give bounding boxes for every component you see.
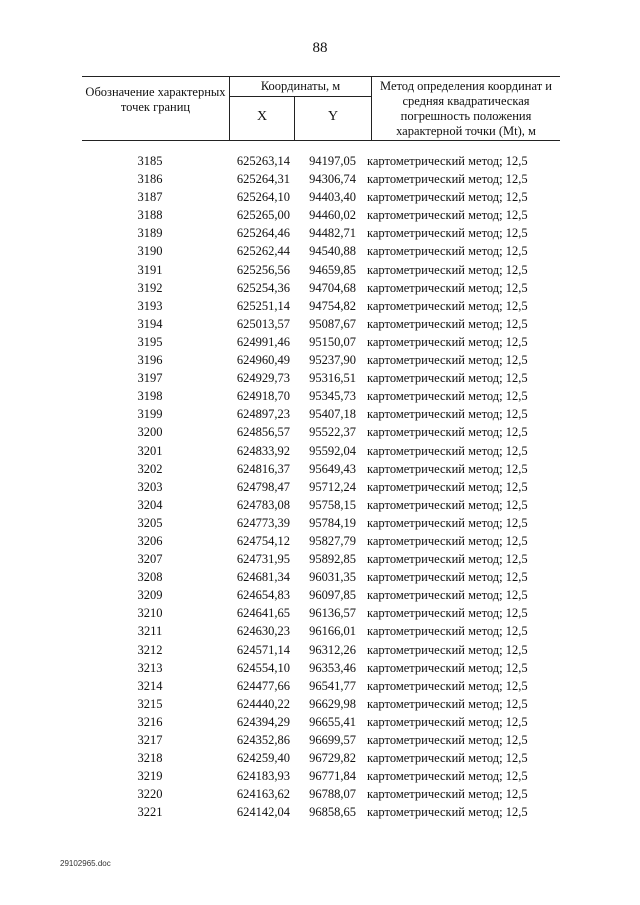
y-cell: 94197,05 [309, 154, 356, 168]
x-cell: 624991,46 [236, 334, 290, 349]
table-row [0, 315, 640, 333]
table-header [82, 76, 560, 141]
table-row [0, 460, 640, 478]
point-cell: 3216 [137, 714, 163, 729]
y-cell: 95087,67 [309, 316, 356, 331]
x-cell: 624798,47 [236, 479, 290, 494]
table-row [0, 677, 640, 695]
x-cell: 624142,04 [236, 805, 290, 820]
table-row [0, 442, 640, 460]
method-cell: картометрический метод; 12,5 [367, 751, 528, 766]
x-cell: 624731,95 [236, 552, 290, 567]
point-cell: 3221 [137, 805, 163, 820]
method-cell: картометрический метод; 12,5 [367, 552, 528, 567]
method-cell: картометрический метод; 12,5 [367, 733, 528, 747]
point-cell: 3200 [137, 425, 163, 440]
y-cell: 96729,82 [309, 751, 356, 766]
method-cell: картометрический метод; 12,5 [367, 515, 528, 530]
y-cell: 94754,82 [309, 298, 356, 313]
y-cell: 96858,65 [309, 805, 356, 820]
x-cell: 624394,29 [236, 714, 290, 729]
table-row [0, 568, 640, 586]
table-row [0, 333, 640, 351]
point-cell: 3195 [137, 334, 163, 349]
x-cell: 624833,92 [236, 443, 290, 458]
method-cell: картометрический метод; 12,5 [367, 190, 528, 205]
x-cell: 625265,00 [236, 208, 290, 223]
x-cell: 624641,65 [236, 606, 290, 621]
y-cell: 96136,57 [309, 606, 356, 621]
method-cell: картометрический метод; 12,5 [367, 642, 528, 657]
method-cell: картометрический метод; 12,5 [367, 371, 528, 386]
point-cell: 3192 [137, 280, 163, 295]
point-cell: 3202 [137, 461, 163, 476]
x-cell: 625256,56 [236, 262, 290, 277]
method-cell: картометрический метод; 12,5 [367, 244, 528, 259]
table-row [0, 713, 640, 731]
header-point-designation: Обозначение характерных точек границ [85, 85, 226, 114]
method-cell: картометрический метод; 12,5 [367, 497, 528, 512]
method-cell: картометрический метод; 12,5 [367, 769, 528, 784]
y-cell: 94460,02 [309, 208, 356, 223]
point-cell: 3212 [137, 642, 163, 657]
method-cell: картометрический метод; 12,5 [367, 588, 528, 603]
method-cell: картометрический метод; 12,5 [367, 407, 528, 422]
point-cell: 3188 [137, 208, 163, 223]
method-cell: картометрический метод; 12,5 [367, 154, 528, 168]
y-cell: 95784,19 [309, 515, 356, 530]
x-cell: 625013,57 [236, 316, 290, 331]
method-cell: картометрический метод; 12,5 [367, 334, 528, 349]
table-row [0, 351, 640, 369]
point-cell: 3193 [137, 298, 163, 313]
table-row [0, 622, 640, 640]
header-y: Y [294, 97, 371, 140]
footer-filename: 29102965.doc [60, 859, 111, 868]
y-cell: 95237,90 [309, 353, 356, 368]
y-cell: 95758,15 [309, 497, 356, 512]
y-cell: 95150,07 [309, 334, 356, 349]
point-cell: 3187 [137, 190, 163, 205]
x-cell: 624783,08 [236, 497, 290, 512]
y-cell: 95407,18 [309, 407, 356, 422]
x-cell: 625264,31 [236, 172, 290, 187]
table-row [0, 550, 640, 568]
y-cell: 94704,68 [309, 280, 356, 295]
x-cell: 624681,34 [236, 570, 290, 585]
method-cell: картометрический метод; 12,5 [367, 624, 528, 639]
point-cell: 3186 [137, 172, 163, 187]
table-row [0, 749, 640, 767]
x-cell: 624630,23 [236, 624, 290, 639]
page-number: 88 [312, 40, 328, 56]
point-cell: 3199 [137, 407, 163, 422]
table-row [0, 695, 640, 713]
table-row [0, 369, 640, 387]
table-row [0, 767, 640, 785]
point-cell: 3208 [137, 570, 163, 585]
method-cell: картометрический метод; 12,5 [367, 389, 528, 404]
point-cell: 3218 [137, 751, 163, 766]
x-cell: 624897,23 [236, 407, 290, 422]
y-cell: 94659,85 [309, 262, 356, 277]
point-cell: 3205 [137, 515, 163, 530]
method-cell: картометрический метод; 12,5 [367, 353, 528, 368]
x-cell: 624773,39 [236, 515, 290, 530]
table-row [0, 188, 640, 206]
x-cell: 624929,73 [236, 371, 290, 386]
point-cell: 3204 [137, 497, 163, 512]
y-cell: 96788,07 [309, 787, 356, 802]
y-cell: 94482,71 [309, 226, 356, 241]
point-cell: 3197 [137, 371, 163, 386]
table-row [0, 423, 640, 441]
y-cell: 96097,85 [309, 588, 356, 603]
y-cell: 94540,88 [309, 244, 356, 259]
x-cell: 624183,93 [236, 769, 290, 784]
point-cell: 3213 [137, 660, 163, 675]
table-row [0, 297, 640, 315]
method-cell: картометрический метод; 12,5 [367, 660, 528, 675]
table-row [0, 641, 640, 659]
method-cell: картометрический метод; 12,5 [367, 805, 528, 820]
x-cell: 624754,12 [236, 533, 290, 548]
y-cell: 96541,77 [309, 678, 356, 693]
point-cell: 3201 [137, 443, 163, 458]
point-cell: 3215 [137, 696, 163, 711]
point-cell: 3219 [137, 769, 163, 784]
method-cell: картометрический метод; 12,5 [367, 316, 528, 331]
method-cell: картометрический метод; 12,5 [367, 606, 528, 621]
y-cell: 96655,41 [309, 714, 356, 729]
y-cell: 96629,98 [309, 696, 356, 711]
table-row [0, 496, 640, 514]
x-cell: 625264,10 [236, 190, 290, 205]
table-row [0, 405, 640, 423]
point-cell: 3196 [137, 353, 163, 368]
y-cell: 95592,04 [309, 443, 356, 458]
point-cell: 3194 [137, 316, 163, 331]
method-cell: картометрический метод; 12,5 [367, 533, 528, 548]
method-cell: картометрический метод; 12,5 [367, 570, 528, 585]
table-row [0, 387, 640, 405]
y-cell: 95649,43 [309, 461, 356, 476]
header-method: Метод определения координат и средняя квадратическая погрешность положения характерной точки (Mt), м [371, 77, 560, 140]
point-cell: 3206 [137, 533, 163, 548]
point-cell: 3214 [137, 678, 163, 693]
x-cell: 624440,22 [236, 696, 290, 711]
method-cell: картометрический метод; 12,5 [367, 280, 528, 295]
x-cell: 625262,44 [236, 244, 290, 259]
x-cell: 624163,62 [236, 787, 290, 802]
x-cell: 624259,40 [236, 751, 290, 766]
table-row [0, 785, 640, 803]
table-row [0, 514, 640, 532]
method-cell: картометрический метод; 12,5 [367, 172, 528, 187]
table-row [0, 261, 640, 279]
method-cell: картометрический метод; 12,5 [367, 787, 528, 802]
method-cell: картометрический метод; 12,5 [367, 714, 528, 729]
point-cell: 3203 [137, 479, 163, 494]
table-row [0, 279, 640, 297]
method-cell: картометрический метод; 12,5 [367, 226, 528, 241]
y-cell: 96353,46 [309, 660, 356, 675]
y-cell: 96699,57 [309, 733, 356, 747]
table-row [0, 478, 640, 496]
table-row [0, 152, 640, 170]
x-cell: 624856,57 [236, 425, 290, 440]
y-cell: 95316,51 [309, 371, 356, 386]
table-row [0, 532, 640, 550]
method-cell: картометрический метод; 12,5 [367, 678, 528, 693]
method-cell: картометрический метод; 12,5 [367, 298, 528, 313]
table-row [0, 242, 640, 260]
point-cell: 3217 [137, 733, 163, 747]
table-row [0, 731, 640, 749]
y-cell: 95345,73 [309, 389, 356, 404]
method-cell: картометрический метод; 12,5 [367, 461, 528, 476]
x-cell: 625263,14 [236, 154, 290, 168]
point-cell: 3190 [137, 244, 163, 259]
point-cell: 3220 [137, 787, 163, 802]
point-cell: 3189 [137, 226, 163, 241]
x-cell: 624477,66 [236, 678, 290, 693]
y-cell: 96031,35 [309, 570, 356, 585]
point-cell: 3191 [137, 262, 163, 277]
table-row [0, 803, 640, 821]
method-cell: картометрический метод; 12,5 [367, 425, 528, 440]
table-row [0, 170, 640, 188]
y-cell: 96166,01 [309, 624, 356, 639]
method-cell: картометрический метод; 12,5 [367, 443, 528, 458]
x-cell: 624918,70 [236, 389, 290, 404]
point-cell: 3207 [137, 552, 163, 567]
header-coordinates: Координаты, м [229, 77, 371, 97]
y-cell: 95522,37 [309, 425, 356, 440]
point-cell: 3209 [137, 588, 163, 603]
table-row [0, 206, 640, 224]
y-cell: 95827,79 [309, 533, 356, 548]
x-cell: 624654,83 [236, 588, 290, 603]
x-cell: 624960,49 [236, 353, 290, 368]
x-cell: 625264,46 [236, 226, 290, 241]
x-cell: 624571,14 [236, 642, 290, 657]
table-row [0, 659, 640, 677]
y-cell: 96312,26 [309, 642, 356, 657]
point-cell: 3211 [137, 624, 163, 639]
table-row [0, 224, 640, 242]
y-cell: 95712,24 [309, 479, 356, 494]
point-cell: 3185 [137, 154, 163, 168]
x-cell: 624816,37 [236, 461, 290, 476]
point-cell: 3198 [137, 389, 163, 404]
x-cell: 625254,36 [236, 280, 290, 295]
table-body [0, 152, 640, 821]
table-row [0, 604, 640, 622]
method-cell: картометрический метод; 12,5 [367, 208, 528, 223]
method-cell: картометрический метод; 12,5 [367, 262, 528, 277]
x-cell: 625251,14 [236, 298, 290, 313]
method-cell: картометрический метод; 12,5 [367, 696, 528, 711]
x-cell: 624554,10 [236, 660, 290, 675]
point-cell: 3210 [137, 606, 163, 621]
table-row [0, 586, 640, 604]
y-cell: 94306,74 [309, 172, 356, 187]
y-cell: 94403,40 [309, 190, 356, 205]
y-cell: 96771,84 [309, 769, 356, 784]
header-x: X [229, 97, 294, 140]
y-cell: 95892,85 [309, 552, 356, 567]
x-cell: 624352,86 [236, 733, 290, 747]
method-cell: картометрический метод; 12,5 [367, 479, 528, 494]
